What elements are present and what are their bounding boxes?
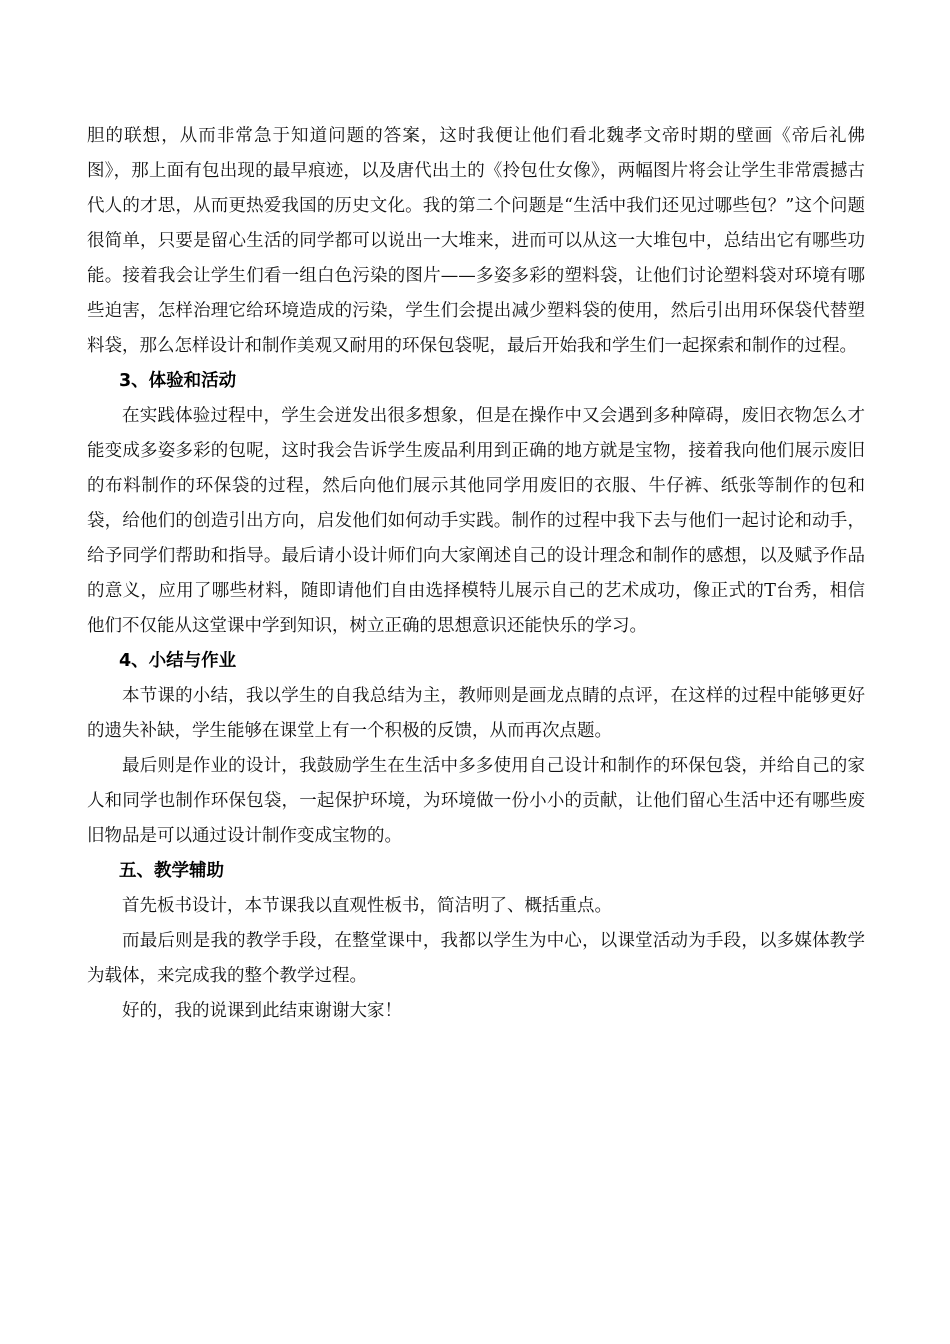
paragraph-experience: 在实践体验过程中，学生会迸发出很多想象，但是在操作中又会遇到多种障碍，废旧衣物怎么才能变成多姿多彩的包呢，这时我会告诉学生废品利用到正确的地方就是宝物，接着我向他们展示废旧的布料制作的环保袋的过程，然后向他们展示其他同学用废旧的衣服、牛仔裤、纸张等制作的包和袋，给他们的创造引出方向，启发他们如何动手实践。制作的过程中我下去与他们一起讨论和动手，给予同学们帮助和指导。最后请小设计师们向大家阐述自己的设计理念和制作的感想，以及赋予作品的意义，应用了哪些材料，随即请他们自由选择模特儿展示自己的艺术成功，像正式的T台秀，相信他们不仅能从这堂课中学到知识，树立正确的思想意识还能快乐的学习。 [87, 406, 865, 636]
document-page [87, 119, 865, 1029]
paragraph-closing: 好的，我的说课到此结束谢谢大家！ [122, 1001, 402, 1021]
paragraph-homework: 最后则是作业的设计，我鼓励学生在生活中多多使用自己设计和制作的环保包袋，并给自己的家人和同学也制作环保包袋，一起保护环境，为环境做一份小小的贡献，让他们留心生活中还有哪些废旧物品是可以通过设计制作变成宝物的。 [87, 756, 865, 846]
section-heading-experience-activity: 3、体验和活动 [119, 371, 237, 391]
paragraph-intro-continuation: 胆的联想，从而非常急于知道问题的答案，这时我便让他们看北魏孝文帝时期的壁画《帝后礼佛图》，那上面有包出现的最早痕迹，以及唐代出土的《拎包仕女像》，两幅图片将会让学生非常震撼古代人的才思，从而更热爱我国的历史文化。我的第二个问题是“生活中我们还见过哪些包？”这个问题很简单，只要是留心生活的同学都可以说出一大堆来，进而可以从这一大堆包中，总结出它有哪些功能。接着我会让学生们看一组白色污染的图片——多姿多彩的塑料袋，让他们讨论塑料袋对环境有哪些迫害，怎样治理它给环境造成的污染，学生们会提出减少塑料袋的使用，然后引出用环保袋代替塑料袋，那么怎样设计和制作美观又耐用的环保包袋呢，最后开始我和学生们一起探索和制作的过程。 [87, 126, 865, 356]
section-heading-teaching-aids: 五、教学辅助 [119, 861, 224, 881]
section-heading-summary-homework: 4、小结与作业 [119, 651, 237, 671]
paragraph-teaching-means: 而最后则是我的教学手段，在整堂课中，我都以学生为中心，以课堂活动为手段，以多媒体教学为载体，来完成我的整个教学过程。 [87, 931, 865, 986]
paragraph-summary: 本节课的小结，我以学生的自我总结为主，教师则是画龙点睛的点评，在这样的过程中能够更好的遗失补缺，学生能够在课堂上有一个积极的反馈，从而再次点题。 [87, 686, 865, 741]
paragraph-board-design: 首先板书设计，本节课我以直观性板书，简洁明了、概括重点。 [122, 896, 612, 916]
